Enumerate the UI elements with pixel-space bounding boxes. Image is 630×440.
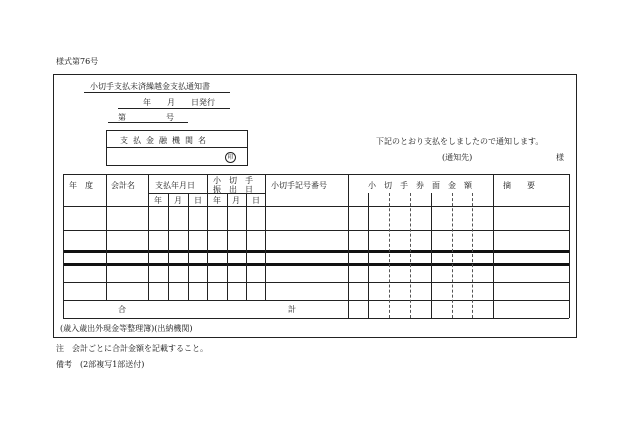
col-line-y1 <box>168 193 169 300</box>
header-furidashi-2: 振 出 日 <box>213 185 253 194</box>
form-number: 様式第76号 <box>56 57 99 66</box>
ymd-day-1: 日 <box>194 196 202 205</box>
total-label-right: 計 <box>288 305 296 314</box>
seal-icon: 印 <box>225 152 236 163</box>
header-kaikeimei: 会計名 <box>111 181 135 190</box>
header-tekiyo: 摘 要 <box>503 181 535 190</box>
amount-sep-2 <box>389 193 390 318</box>
amount-sep-4 <box>431 193 432 318</box>
ymd-month-1: 月 <box>174 196 182 205</box>
col-line-amount <box>493 174 494 318</box>
col-line-m1 <box>188 193 189 300</box>
table-footer-note: (歳入歳出外現金等整理簿)(出納機関) <box>60 324 193 333</box>
number-underline <box>108 122 188 123</box>
ymd-year-1: 年 <box>154 196 162 205</box>
amount-sep-3 <box>410 193 411 318</box>
col-line-kaikei <box>148 174 149 300</box>
header-nendo: 年 度 <box>69 181 93 190</box>
col-line-date1 <box>207 174 208 300</box>
ymd-month-2: 月 <box>232 196 240 205</box>
amount-sep-1 <box>368 193 369 318</box>
notice-text: 下記のとおり支払をしましたので通知します。 <box>376 137 544 146</box>
bank-name-box[interactable] <box>106 130 248 166</box>
total-label-left: 合 <box>118 305 126 314</box>
table-left-edge <box>63 174 64 318</box>
bank-name-label: 支払金融機関名 <box>120 136 211 145</box>
recipient-label: (通知先) <box>442 153 473 162</box>
header-kogitte-number: 小切手記号番号 <box>271 181 327 190</box>
ymd-year-2: 年 <box>213 196 221 205</box>
col-line-number <box>348 174 349 318</box>
amount-sep-6 <box>472 193 473 318</box>
amount-sep-5 <box>452 193 453 318</box>
header-shiharai-date: 支払年月日 <box>155 181 195 190</box>
bank-box-divider <box>107 147 247 148</box>
table-bottom-line <box>63 318 569 319</box>
sama-honorific: 様 <box>556 153 564 162</box>
issue-number: 第 号 <box>118 113 174 122</box>
header-furidashi-1: 小 切 手 <box>213 176 253 185</box>
table-right-edge <box>569 174 570 318</box>
title-underline <box>84 92 230 93</box>
remarks-text: 備考 (2部複写1部送付) <box>56 360 145 369</box>
note-text: 注 会計ごとに合計金額を記載すること。 <box>56 344 208 353</box>
ymd-day-2: 日 <box>252 196 260 205</box>
col-line-m2 <box>246 193 247 300</box>
date-underline <box>118 108 230 109</box>
header-amount: 小 切 手 券 面 金 額 <box>368 181 472 190</box>
col-line-y2 <box>227 193 228 300</box>
form-title: 小切手支払未済繰越金支払通知書 <box>90 82 210 91</box>
col-line-date2 <box>265 174 266 300</box>
issue-date-line: 年 月 日発行 <box>143 98 215 107</box>
col-line-nendo <box>106 174 107 300</box>
